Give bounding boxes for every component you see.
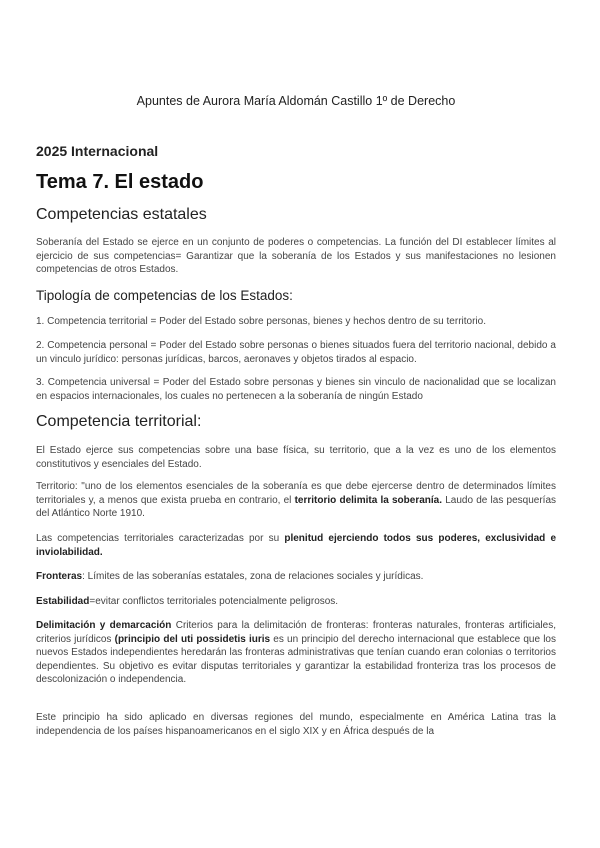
paragraph-base-fisica: El Estado ejerce sus competencias sobre una base física, su territorio, que a la vez es uno de los elementos constitutivos y esenciales del Estado. [36,445,556,470]
course-label: 2025 Internacional [36,143,159,159]
paragraph-estabilidad: Estabilidad=evitar conflictos territoriales potencialmente peligrosos. [36,596,339,607]
section-heading-territorial: Competencia territorial: [36,413,202,430]
section-heading-tipologia: Tipología de competencias de los Estados: [36,288,293,303]
paragraph-delimitacion: Delimitación y demarcación Criterios para la delimitación de fronteras: fronteras naturales, fronteras artificiales, criterios jurídicos (principio del uti possidetis iuris es un principio del derecho internacional que establece que los nuevos Estados independientes heredarán las fronteras administrativas que tenían cuando eran colonias o territorios dependientes. Su objetivo es evitar disputas territoriales y garantizar la estabilidad fronteriza tras los procesos de descolonización o independencia. [36,620,556,685]
list-item-territorial: 1. Competencia territorial = Poder del Estado sobre personas, bienes y hechos dentro de su territorio. [36,316,486,327]
paragraph-fronteras: Fronteras: Límites de las soberanías estatales, zona de relaciones sociales y jurídicas. [36,571,424,582]
list-item-universal: 3. Competencia universal = Poder del Estado sobre personas y bienes sin vinculo de nacionalidad que se localizan en espacios internacionales, los cuales no pertenecen a la soberanía de ningún Estado [36,377,556,402]
paragraph-territorio: Territorio: "uno de los elementos esenciales de la soberanía es que debe ejercerse dentro de determinados límites territoriales y, a menos que exista prueba en contrario, el territorio delimita la soberanía. Laudo de las pesquerías del Atlántico Norte 1910. [36,481,557,519]
section-heading-competencias: Competencias estatales [36,206,207,223]
paragraph-aplicacion: Este principio ha sido aplicado en diversas regiones del mundo, especialmente en América Latina tras la independencia de los países hispanoamericanos en el siglo XIX y en África después de la [36,712,556,737]
paragraph-competencias: Soberanía del Estado se ejerce en un conjunto de poderes o competencias. La función del DI establecer límites al ejercicio de sus competencias= Garantizar que la soberanía de los Estados y sus manifestaciones no lesionen competencias de otros Estados. [36,237,556,275]
list-item-personal: 2. Competencia personal = Poder del Estado sobre personas o bienes situados fuera del territorio nacional, debido a un vinculo jurídico: personas jurídicas, barcos, aeronaves y objetos tirados al espacio. [36,340,556,365]
page-title: Tema 7. El estado [36,171,204,193]
paragraph-caracteristicas: Las competencias territoriales caracterizadas por su plenitud ejerciendo todos sus poderes, exclusividad e inviolabilidad. [36,533,557,558]
page-header: Apuntes de Aurora María Aldomán Castillo 1º de Derecho [136,94,456,108]
